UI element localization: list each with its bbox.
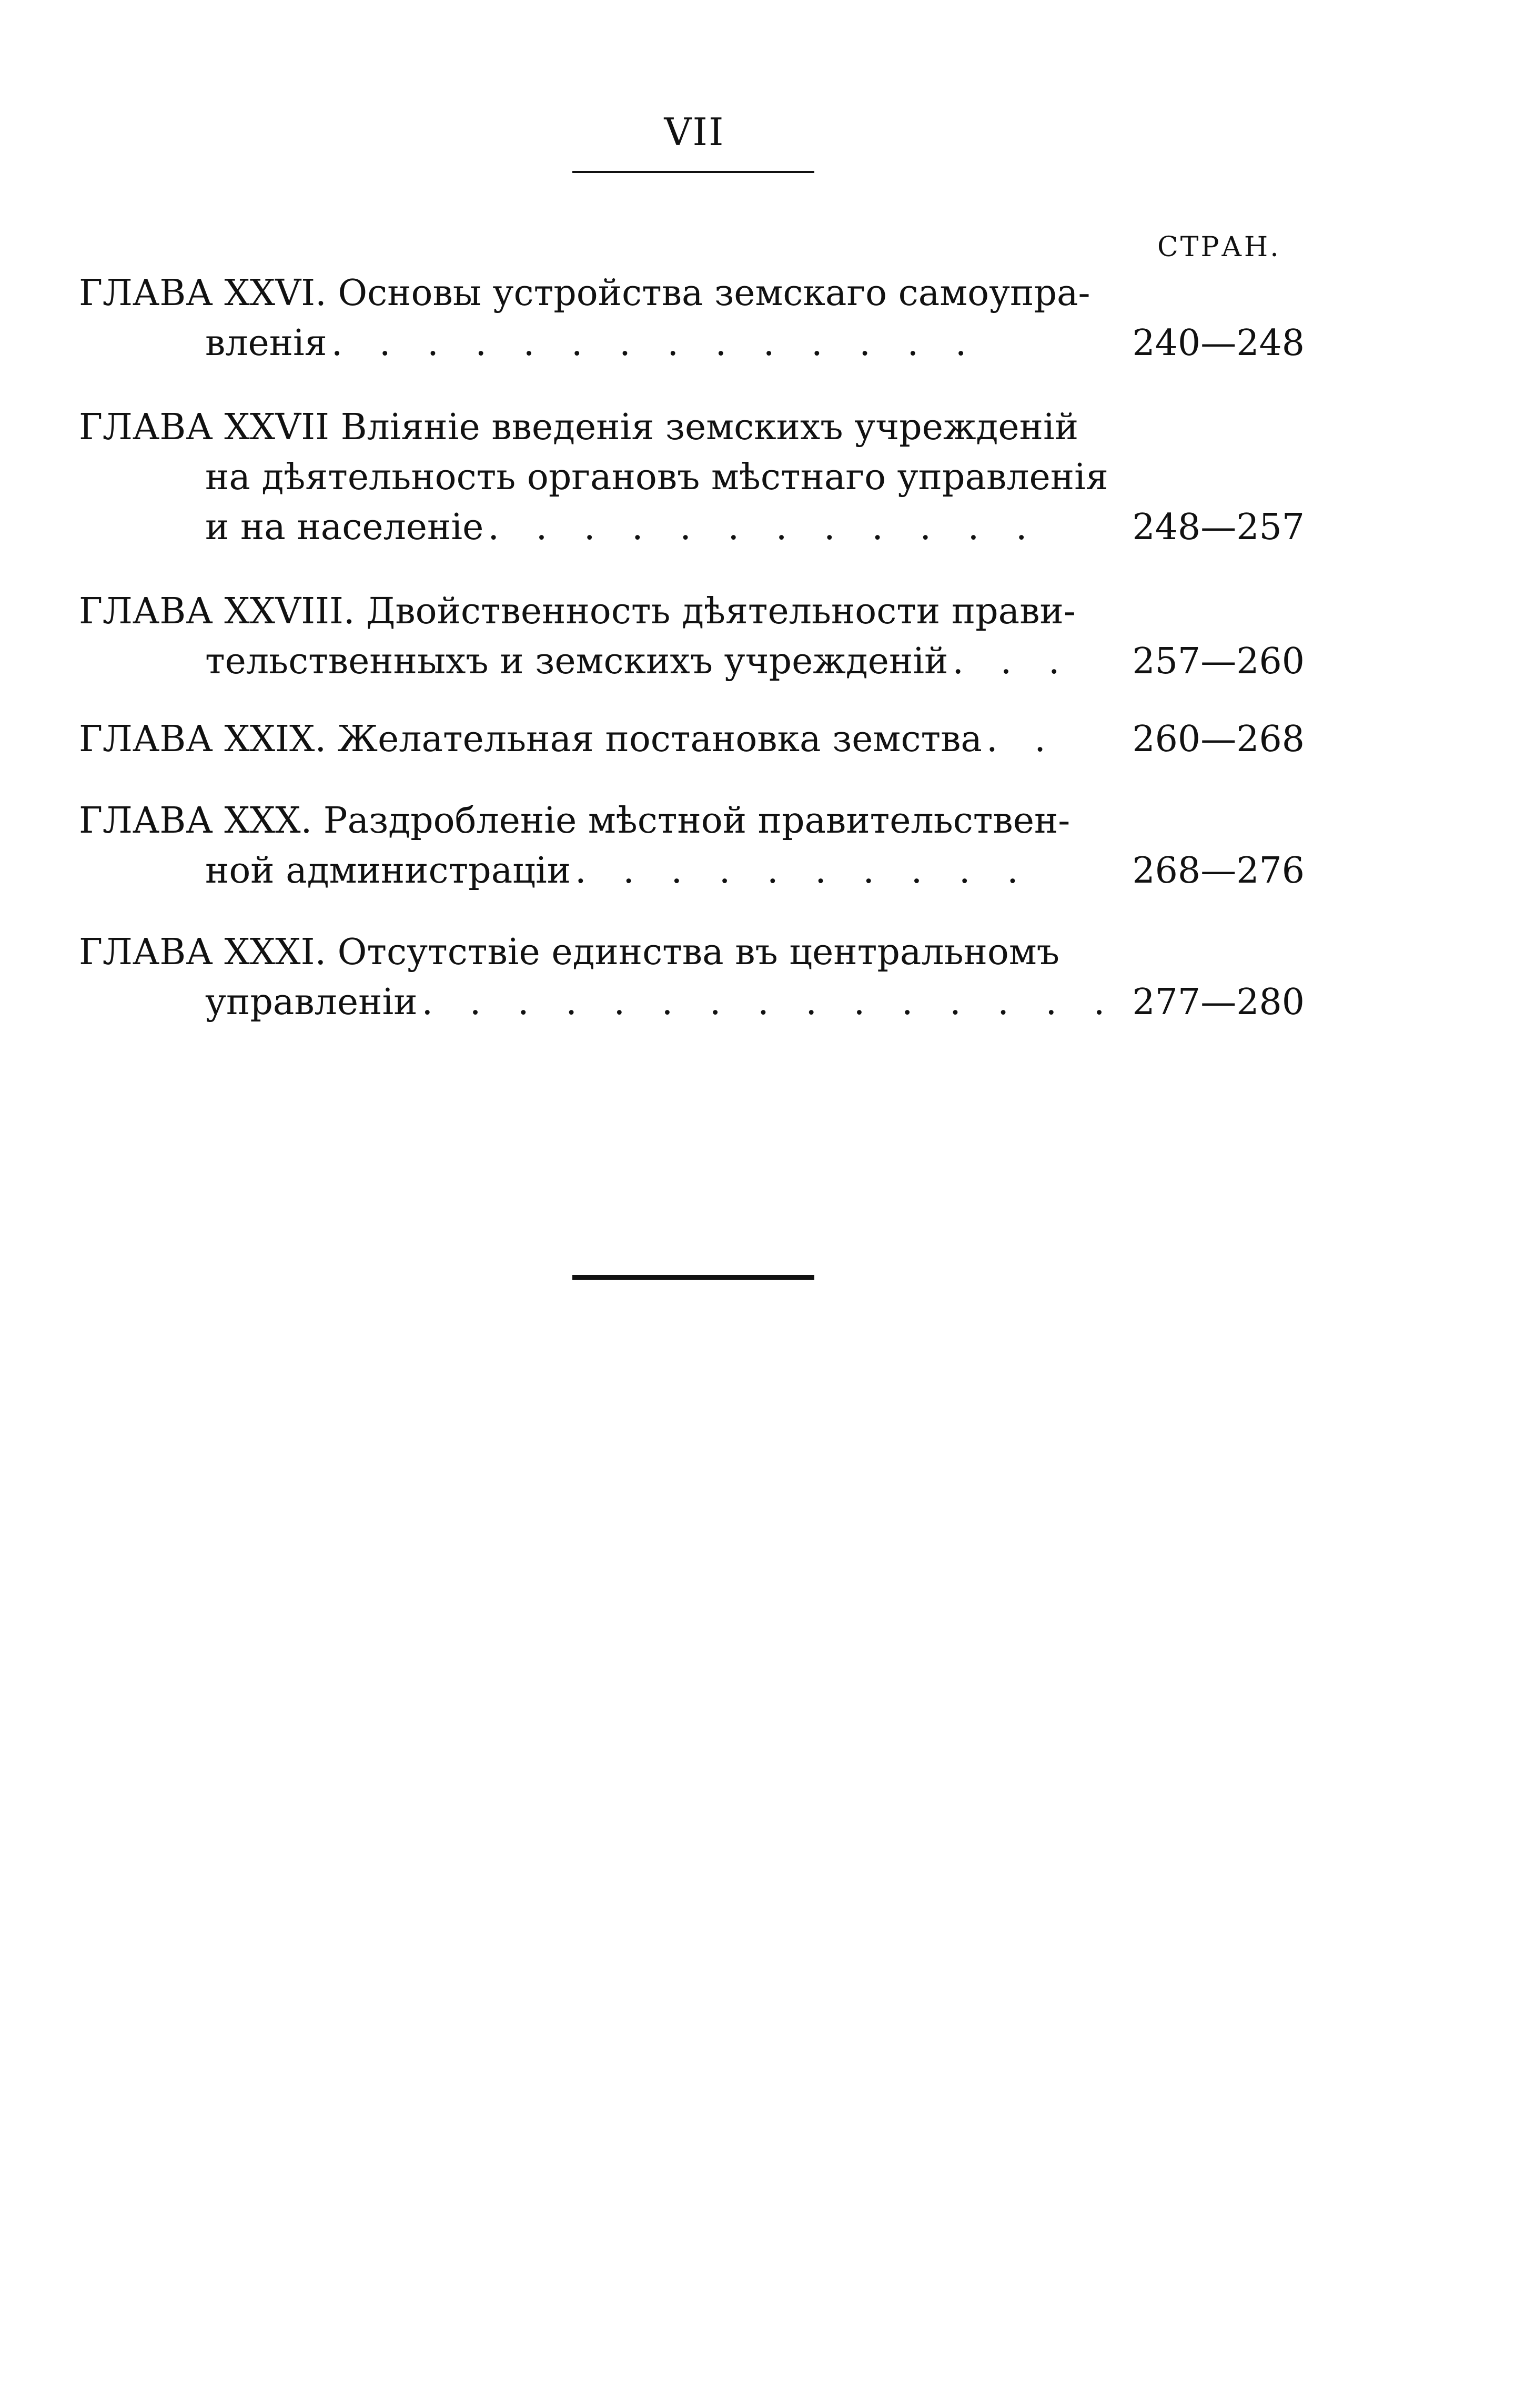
pages-column-header: СТРАН. bbox=[1157, 231, 1281, 263]
toc-entry-line bbox=[79, 927, 1305, 977]
toc-entry-title: ГЛАВА XXXI. Отсутствіе единства въ центральномъ bbox=[79, 932, 1060, 973]
toc-entry-line bbox=[79, 502, 1305, 552]
toc-entry-title-cont: управленіи bbox=[205, 982, 418, 1023]
toc-entry-pages: 240—248 bbox=[1132, 322, 1305, 364]
toc-entry-pages: 268—276 bbox=[1132, 850, 1305, 892]
dot-leader: . . . . . . . . . . . . . . bbox=[331, 322, 979, 364]
dot-leader: . . . . . . . . . . . . . . . bbox=[421, 982, 1118, 1023]
dot-leader: . . . . . . . . . . . . bbox=[488, 507, 1040, 548]
toc-entry-pages: 248—257 bbox=[1132, 507, 1305, 548]
toc-entry-line bbox=[79, 452, 1305, 502]
toc-entry-line bbox=[79, 977, 1305, 1027]
toc-entry-line bbox=[79, 796, 1305, 846]
toc-entry-title-cont: на дѣятельность органовъ мѣстнаго управленія bbox=[205, 457, 1108, 498]
toc-entry-line bbox=[79, 318, 1305, 368]
toc-entry-line bbox=[79, 714, 1305, 764]
toc-entry[interactable] bbox=[79, 586, 1305, 686]
toc-entry-title: ГЛАВА XXIX. Желательная постановка земства bbox=[79, 719, 982, 760]
toc-entry-title: ГЛАВА XXVII Вліяніе введенія земскихъ учрежденій bbox=[79, 407, 1079, 448]
toc-entry-pages: 257—260 bbox=[1132, 641, 1305, 682]
toc-entry-title: ГЛАВА XXX. Раздробленіе мѣстной правительствен- bbox=[79, 800, 1070, 842]
toc-entry[interactable] bbox=[79, 714, 1305, 764]
closing-rule bbox=[572, 1275, 814, 1280]
toc-entry-line bbox=[79, 586, 1305, 636]
toc-entry-title-cont: и на населеніе bbox=[205, 507, 484, 548]
toc-entry-title: ГЛАВА XXVIII. Двойственность дѣятельности прави- bbox=[79, 591, 1076, 632]
dot-leader: . . . bbox=[952, 641, 1073, 682]
toc-entry-pages: 260—268 bbox=[1132, 719, 1305, 760]
dot-leader: . . . . . . . . . . bbox=[575, 850, 1031, 892]
toc-entry-line bbox=[79, 636, 1305, 686]
toc-entry-line bbox=[79, 402, 1305, 452]
toc-entry-line bbox=[79, 268, 1305, 318]
toc-entry-line bbox=[79, 846, 1305, 896]
toc-entry[interactable] bbox=[79, 268, 1305, 368]
header-rule bbox=[572, 171, 814, 173]
dot-leader: . . bbox=[986, 719, 1058, 760]
toc-entry-title: ГЛАВА XXVI. Основы устройства земскаго самоупра- bbox=[79, 272, 1090, 314]
toc-entry-pages: 277—280 bbox=[1132, 982, 1305, 1023]
toc-entry[interactable] bbox=[79, 796, 1305, 896]
page-number: VII bbox=[664, 110, 725, 154]
toc-entry-title-cont: ной администраціи bbox=[205, 850, 571, 892]
toc-entry[interactable] bbox=[79, 402, 1305, 552]
toc-entry-title-cont: тельственныхъ и земскихъ учрежденій bbox=[205, 641, 948, 682]
toc-entry-title-cont: вленія bbox=[205, 322, 327, 364]
toc-entry[interactable] bbox=[79, 927, 1305, 1027]
